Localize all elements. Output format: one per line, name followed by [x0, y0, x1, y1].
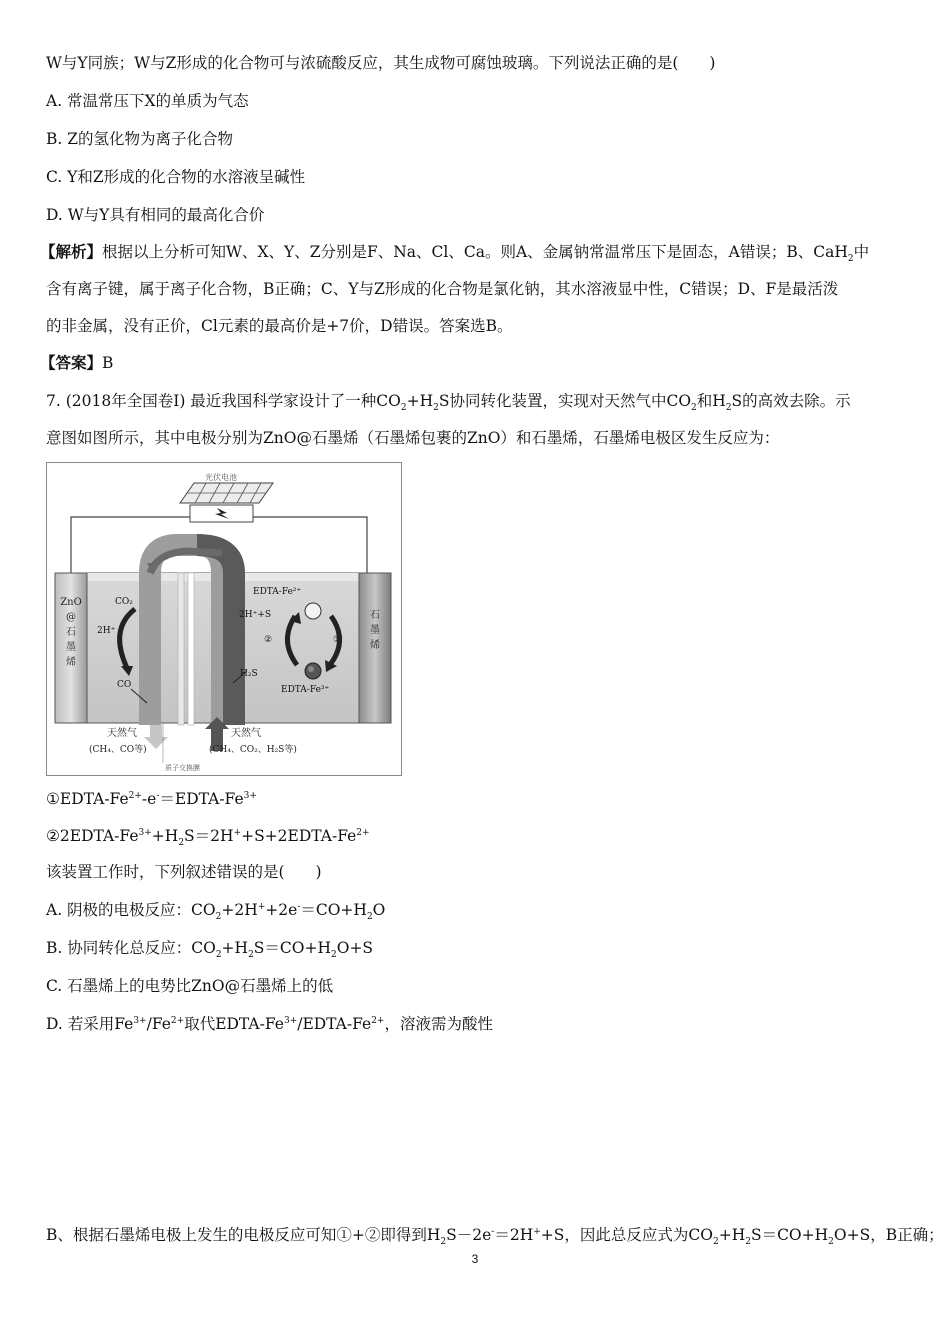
svg-text:烯: 烯 [370, 640, 380, 651]
svg-text:质子交换膜: 质子交换膜 [165, 764, 200, 772]
svg-text:墨: 墨 [370, 625, 380, 636]
svg-text:2H⁺: 2H⁺ [97, 626, 116, 636]
q6-option-a: A. 常温常压下X的单质为气态 [46, 92, 249, 110]
svg-text:CO: CO [117, 680, 132, 690]
svg-text:烯: 烯 [66, 657, 76, 668]
q7-option-d: D. 若采用$Fe^{3+}/Fe^{2+}$取代EDTA-$Fe^{3+}/EDTA-Fe^{2+}$，溶液需为酸性 [46, 1015, 493, 1033]
q6-option-b: B. Z的氢化物为离子化合物 [46, 130, 234, 148]
svg-text:墨: 墨 [66, 642, 76, 653]
q7-analysis-b: B、根据石墨烯电极上发生的电极反应可知①+②即得到$H_2S-2e^-=2H^++S$，因此总反应式为$CO_2+H_2S=CO+H_2O+S$，B正确； [46, 1226, 944, 1248]
svg-text:石: 石 [370, 610, 380, 621]
wire-right [253, 517, 367, 573]
svg-text:天然气: 天然气 [231, 728, 261, 739]
svg-text:CO₂: CO₂ [115, 597, 133, 607]
q7-stem-line2: 意图如图所示，其中电极分别为ZnO@石墨烯（石墨烯包裹的ZnO）和石墨烯，石墨烯电极区发生反应为： [46, 429, 780, 447]
q6-analysis-line1 [40, 241, 869, 263]
svg-text:2H⁺+S: 2H⁺+S [239, 610, 272, 620]
q7-option-b: B. 协同转化总反应：$CO_2+H_2S=CO+H_2O+S$ [46, 939, 374, 961]
q7-stem-line1: 7. (2018年全国卷Ⅰ) 最近我国科学家设计了一种$CO_2+H_2S$协同转化装置，实现对天然气中$CO_2$和$H_2S$的高效去除。示 [46, 392, 851, 414]
svg-text:EDTA-Fe²⁺: EDTA-Fe²⁺ [253, 587, 302, 597]
svg-text:H₂S: H₂S [240, 669, 258, 679]
q6-answer [40, 352, 113, 374]
q7-option-a: A. 阴极的电极反应：$CO_2+2H^++2e^-=CO+H_2O$ [46, 901, 386, 923]
svg-text:(CH₄、CO₂、H₂S等): (CH₄、CO₂、H₂S等) [209, 745, 297, 755]
subscript: 2 [847, 254, 854, 265]
svg-text:②: ② [264, 635, 273, 645]
svg-text:石: 石 [66, 627, 76, 638]
q7-reaction-1: ①EDTA-$Fe^{2+}-e^-=EDTA-Fe^{3+}$ [46, 790, 257, 808]
svg-text:光伏电池: 光伏电池 [205, 473, 237, 482]
svg-text:天然气: 天然气 [107, 728, 137, 739]
proton-membrane [178, 573, 184, 725]
q6-option-c: C. Y和Z形成的化合物的水溶液呈碱性 [46, 168, 306, 186]
analysis-text: 中 [853, 243, 870, 261]
analysis-tag: 【解析】 [40, 242, 103, 261]
page-number: 3 [471, 1252, 479, 1266]
svg-text:①: ① [333, 635, 342, 645]
device-diagram [46, 462, 402, 776]
answer-value: B [102, 354, 114, 372]
q6-analysis-line3: 的非金属，没有正价，Cl元素的最高价是+7价，D错误。答案选B。 [46, 317, 513, 335]
q6-option-d: D. W与Y具有相同的最高化合价 [46, 206, 265, 224]
svg-text:(CH₄、CO等): (CH₄、CO等) [89, 745, 147, 755]
q7-option-c: C. 石墨烯上的电势比ZnO@石墨烯上的低 [46, 977, 334, 995]
q6-analysis-line2: 含有离子键，属于离子化合物，B正确；C、Y与Z形成的化合物是氯化钠，其水溶液显中性，C错误；D、F是最活泼 [46, 280, 839, 298]
q7-reaction-2: $②2EDTA-Fe^{3+}+H_2S=2H^++S+2EDTA-Fe^{2+}$ [46, 827, 370, 849]
solar-panel [180, 472, 273, 522]
svg-text:ZnO: ZnO [60, 597, 82, 608]
q7-question: 该装置工作时，下列叙述错误的是( ) [46, 863, 322, 881]
svg-text:@: @ [66, 612, 76, 623]
answer-tag: 【答案】 [40, 353, 103, 372]
q6-stem: W与Y同族；W与Z形成的化合物可与浓硫酸反应，其生成物可腐蚀玻璃。下列说法正确的是( ) [46, 54, 716, 72]
svg-text:EDTA-Fe³⁺: EDTA-Fe³⁺ [281, 685, 330, 695]
analysis-text: 根据以上分析可知W、X、Y、Z分别是F、Na、Cl、Ca。则A、金属钠常温常压下是固态，A错误；B、CaH [102, 243, 848, 261]
